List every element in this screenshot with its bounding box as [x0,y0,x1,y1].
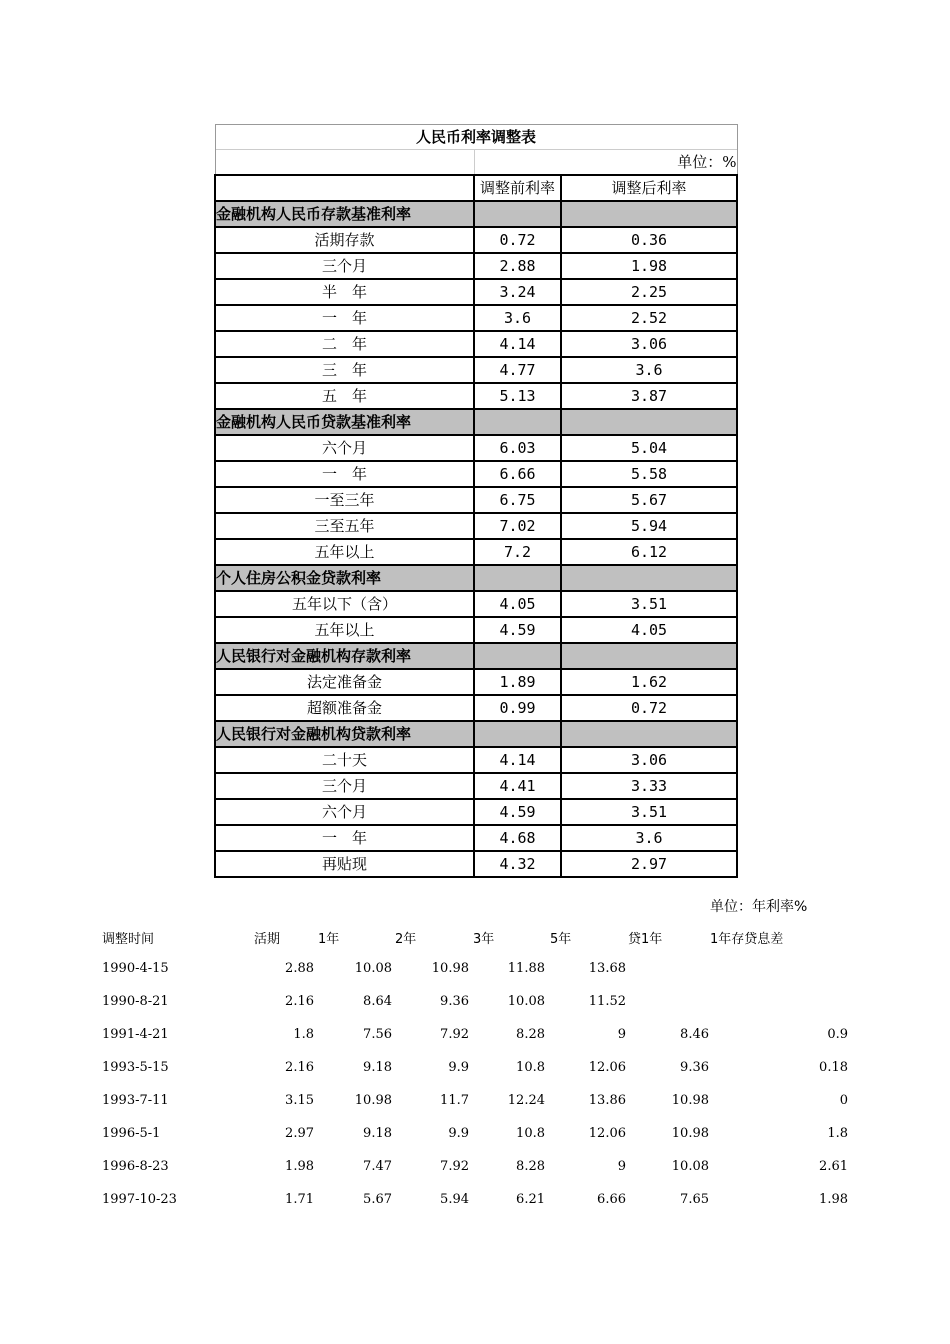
row-label: 再贴现 [215,851,474,877]
history-value: 13.86 [588,1093,626,1108]
history-value: 9.9 [448,1060,469,1075]
rate-after: 5.94 [561,513,737,539]
rate-after: 0.72 [561,695,737,721]
history-value: 12.06 [588,1126,626,1141]
rate-after: 2.52 [561,305,737,331]
rate-after: 5.58 [561,461,737,487]
rate-after: 3.06 [561,331,737,357]
header-before: 调整前利率 [474,175,561,201]
table-row [215,799,737,825]
rate-after: 0.36 [561,227,737,253]
history-row [102,992,862,1025]
history-date: 1993-5-15 [102,1060,169,1075]
rate-before: 7.02 [474,513,561,539]
history-value: 6.21 [516,1192,545,1207]
table-row [215,695,737,721]
table-row [215,461,737,487]
rate-after: 3.6 [561,825,737,851]
history-date: 1997-10-23 [102,1192,177,1207]
history-value: 10.08 [354,961,392,976]
history-value: 1.98 [819,1192,848,1207]
history-row [102,1190,862,1223]
history-value: 8.64 [363,994,392,1009]
table-row [215,357,737,383]
rate-before: 2.88 [474,253,561,279]
rate-before: 5.13 [474,383,561,409]
rate-before: 6.66 [474,461,561,487]
history-value: 1.8 [293,1027,314,1042]
table-row [215,253,737,279]
section-title: 人民银行对金融机构存款利率 [215,643,474,669]
history-value: 9 [617,1159,626,1174]
rate-before: 1.89 [474,669,561,695]
history-date: 1996-5-1 [102,1126,161,1141]
rate-before: 7.2 [474,539,561,565]
row-label: 六个月 [215,799,474,825]
history-value: 10.98 [354,1093,392,1108]
history-value: 8.28 [516,1027,545,1042]
row-label: 一 年 [215,305,474,331]
section-blank-cell [561,565,737,591]
table-row [215,487,737,513]
history-value: 2.97 [285,1126,314,1141]
history-row [102,959,862,992]
history-value: 7.47 [363,1159,392,1174]
history-value: 12.06 [588,1060,626,1075]
table-row [215,851,737,877]
row-label: 二十天 [215,747,474,773]
section-blank-cell [474,201,561,227]
history-value: 10.08 [507,994,545,1009]
table-row [215,227,737,253]
rate-before: 4.32 [474,851,561,877]
history-table [102,926,862,1223]
rate-after: 3.33 [561,773,737,799]
history-row [102,1091,862,1124]
rate-after: 3.51 [561,591,737,617]
unit-row [215,150,737,176]
row-label: 三个月 [215,773,474,799]
history-header-cell: 5年 [550,932,572,947]
rate-before: 6.75 [474,487,561,513]
table-row [215,825,737,851]
history-value: 10.8 [516,1060,545,1075]
history-value: 9 [617,1027,626,1042]
table-row [215,435,737,461]
section-blank-cell [474,721,561,747]
history-header-cell: 调整时间 [102,932,155,947]
row-label: 三 年 [215,357,474,383]
rate-adjustment-table [214,124,738,878]
rate-before: 4.41 [474,773,561,799]
rate-before: 3.24 [474,279,561,305]
history-date: 1996-8-23 [102,1159,169,1174]
section-title: 金融机构人民币存款基准利率 [215,201,474,227]
history-value: 0.18 [819,1060,848,1075]
history-header-cell: 1年存贷息差 [710,932,784,947]
history-value: 10.8 [516,1126,545,1141]
history-value: 12.24 [507,1093,545,1108]
header-after: 调整后利率 [561,175,737,201]
table-title: 人民币利率调整表 [215,125,737,150]
rate-after: 2.97 [561,851,737,877]
rate-before: 4.14 [474,747,561,773]
history-row [102,1025,862,1058]
section-title: 个人住房公积金贷款利率 [215,565,474,591]
history-value: 9.9 [448,1126,469,1141]
history-row [102,1058,862,1091]
table-row [215,617,737,643]
history-value: 10.98 [671,1093,709,1108]
history-value: 7.65 [680,1192,709,1207]
rate-before: 3.6 [474,305,561,331]
history-value: 10.98 [671,1126,709,1141]
table-row [215,591,737,617]
history-value: 8.28 [516,1159,545,1174]
row-label: 三至五年 [215,513,474,539]
history-value: 1.8 [827,1126,848,1141]
section-row [215,201,737,227]
section-title: 金融机构人民币贷款基准利率 [215,409,474,435]
history-value: 8.46 [680,1027,709,1042]
history-value: 11.52 [588,994,626,1009]
rate-after: 3.6 [561,357,737,383]
rate-after: 3.87 [561,383,737,409]
history-header-cell: 贷1年 [628,932,663,947]
unit-label: 单位：% [474,150,737,176]
rate-before: 4.77 [474,357,561,383]
history-value: 11.7 [440,1093,469,1108]
section-blank-cell [561,409,737,435]
history-value: 9.18 [363,1060,392,1075]
history-row [102,1157,862,1190]
history-header-row [102,926,862,959]
row-label: 三个月 [215,253,474,279]
rate-before: 0.99 [474,695,561,721]
history-value: 10.08 [671,1159,709,1174]
history-value: 9.36 [680,1060,709,1075]
history-value: 13.68 [588,961,626,976]
history-header-cell: 2年 [395,932,417,947]
rate-after: 5.67 [561,487,737,513]
row-label: 五年以上 [215,617,474,643]
section-row [215,409,737,435]
table-row [215,513,737,539]
rate-before: 6.03 [474,435,561,461]
history-value: 0.9 [827,1027,848,1042]
rate-after: 5.04 [561,435,737,461]
section-blank-cell [474,643,561,669]
history-value: 9.36 [440,994,469,1009]
row-label: 二 年 [215,331,474,357]
row-label: 活期存款 [215,227,474,253]
table-row [215,383,737,409]
section-blank-cell [561,721,737,747]
history-date: 1991-4-21 [102,1027,169,1042]
history-row [102,1124,862,1157]
table-row [215,747,737,773]
history-header-cell: 1年 [318,932,340,947]
history-value: 3.15 [285,1093,314,1108]
history-value: 5.67 [363,1192,392,1207]
history-value: 2.16 [285,1060,314,1075]
rate-after: 3.51 [561,799,737,825]
history-value: 0 [839,1093,848,1108]
rate-after: 1.98 [561,253,737,279]
table-title-row [215,125,737,150]
history-value: 2.61 [819,1159,848,1174]
rate-after: 2.25 [561,279,737,305]
rate-before: 4.59 [474,617,561,643]
rate-before: 4.14 [474,331,561,357]
section-blank-cell [561,201,737,227]
section-row [215,643,737,669]
section-blank-cell [474,409,561,435]
history-value: 6.66 [597,1192,626,1207]
header-blank-cell [215,175,474,201]
history-date: 1990-8-21 [102,994,169,1009]
history-value: 5.94 [440,1192,469,1207]
section-row [215,721,737,747]
history-value: 7.92 [440,1027,469,1042]
history-value: 9.18 [363,1126,392,1141]
rate-before: 4.68 [474,825,561,851]
rate-after: 6.12 [561,539,737,565]
history-header-cell: 3年 [473,932,495,947]
section-title: 人民银行对金融机构贷款利率 [215,721,474,747]
history-value: 10.98 [431,961,469,976]
header-row [215,175,737,201]
history-value: 1.98 [285,1159,314,1174]
unit-blank-cell [215,150,474,176]
row-label: 一至三年 [215,487,474,513]
history-value: 2.16 [285,994,314,1009]
table-row [215,669,737,695]
table-row [215,305,737,331]
history-date: 1993-7-11 [102,1093,169,1108]
rate-after: 1.62 [561,669,737,695]
row-label: 六个月 [215,435,474,461]
row-label: 五 年 [215,383,474,409]
rate-after: 4.05 [561,617,737,643]
rate-after: 3.06 [561,747,737,773]
row-label: 法定准备金 [215,669,474,695]
rate-before: 0.72 [474,227,561,253]
history-date: 1990-4-15 [102,961,169,976]
table-row [215,331,737,357]
table-row [215,539,737,565]
table-row [215,773,737,799]
row-label: 五年以上 [215,539,474,565]
row-label: 半 年 [215,279,474,305]
history-header-cell: 活期 [254,932,281,947]
section-blank-cell [561,643,737,669]
history-value: 11.88 [507,961,545,976]
row-label: 一 年 [215,825,474,851]
row-label: 一 年 [215,461,474,487]
history-unit-label: 单位：年利率% [710,899,808,915]
section-blank-cell [474,565,561,591]
history-value: 7.92 [440,1159,469,1174]
history-value: 2.88 [285,961,314,976]
row-label: 五年以下（含） [215,591,474,617]
history-value: 1.71 [285,1192,314,1207]
row-label: 超额准备金 [215,695,474,721]
history-value: 7.56 [363,1027,392,1042]
table-row [215,279,737,305]
rate-before: 4.05 [474,591,561,617]
rate-before: 4.59 [474,799,561,825]
section-row [215,565,737,591]
